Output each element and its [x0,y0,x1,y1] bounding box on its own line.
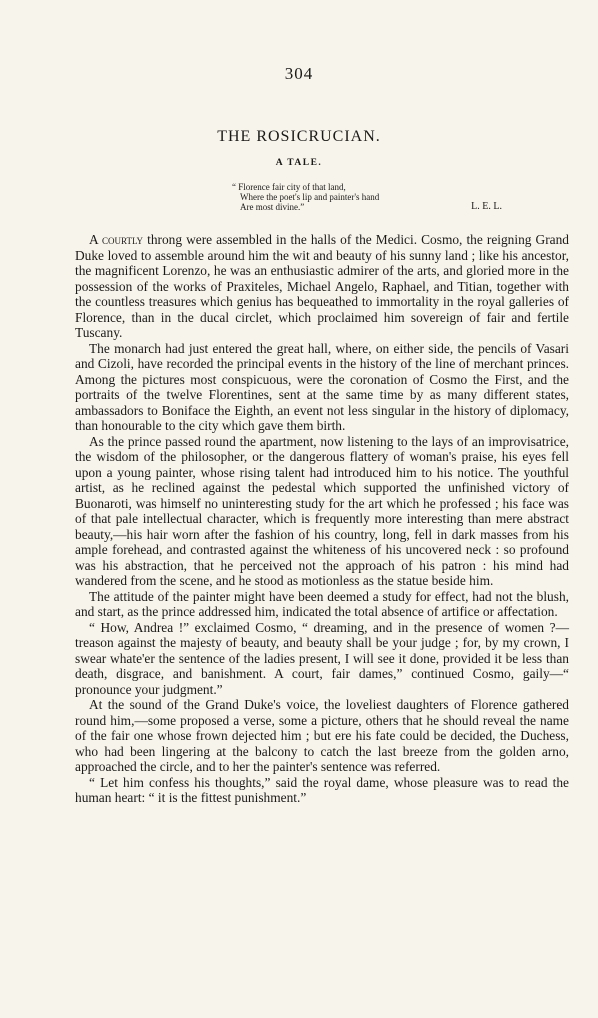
paragraph-lead: A courtly [89,232,144,247]
subtitle: A TALE. [275,158,323,168]
page-number: 304 [284,64,314,83]
epigraph-line: Where the poet's lip and painter's hand [240,192,380,202]
epigraph-line: Are most divine.” [240,202,305,212]
paragraph-text: The attitude of the painter might have been deemed a study for effect, had not the blush, and start, as the prince addressed him, indicated the total absence of artifice or affectation. [75,588,569,619]
paragraph [75,232,569,341]
paragraph-text: “ How, Andrea !” exclaimed Cosmo, “ dreaming, and in the presence of women ?—treason against the majesty of beauty, and beauty shall be your judge ; for, by my crown, I swear whate'er the sentence of the ladies present, I will see it done, provided it be less than death, disgrace, and banishment. A court, fair dames,” continued Cosmo, gaily—“ pronounce your judgment.” [75,619,569,697]
paragraph-text: “ Let him confess his thoughts,” said the royal dame, whose pleasure was to read the human heart: “ it is the fittest punishment.” [75,774,569,805]
body-text [75,232,569,806]
paragraph-text: throng were assembled in the halls of the Medici. Cosmo, the reigning Grand Duke loved to assemble around him the wit and beauty of his sunny land ; like his ancestor, the magnificent Lorenzo, he was an enthusiastic admirer of the arts, and gloried more in the possession of the works of Praxiteles, Michael Angelo, Raphael, and Titian, together with the countless treasures which genius has bequeathed to immortality in the royal galleries of Florence, than in the ducal circlet, which proclaimed him sovereign of fair and fertile Tuscany. [75,232,569,340]
paragraph [75,341,569,434]
epigraph [232,182,502,212]
page-title: THE ROSICRUCIAN. [217,128,381,145]
epigraph-line: “ Florence fair city of that land, [232,182,346,192]
paragraph-text: At the sound of the Grand Duke's voice, the loveliest daughters of Florence gathered round him,—some proposed a verse, some a picture, others that he should reveal the name of the fair one whose frown dejected him ; but ere his fate could be decided, the Duchess, who had been lingering at the balcony to catch the last breeze from the golden arno, approached the circle, and to her the painter's sentence was referred. [75,697,569,774]
paragraph-text: As the prince passed round the apartment, now listening to the lays of an improvisatrice, the wisdom of the philosopher, or the dangerous flattery of woman's praise, his eyes fell upon a young painter, whose rising talent had introduced him to his notice. The youthful artist, as he reclined against the pedestal which supported the unfinished victory of Buonaroti, was himself no uninteresting study for the art which he professed ; his face was of that pale intellectual character, which is frequently more interesting than mere abstract beauty,—his hair worn after the fashion of his country, long, fell in dark masses from his ample forehead, and contrasted against the whiteness of his uncovered neck : so profound was his abstraction, that he perceived not the approach of his patron : his mind had wandered from the scene, and he stood as motionless as the statue beside him. [75,433,569,588]
epigraph-attribution: L. E. L. [471,201,502,212]
paragraph [75,589,569,620]
paragraph [75,775,569,806]
paragraph-text: The monarch had just entered the great hall, where, on either side, the pencils of Vasari and Cizoli, have recorded the principal events in the history of the line of merchant princes. Among the pictures most conspicuous, were the coronation of Cosmo the First, and the portraits of the twelve Florentines, sent at the same time by as many different states, ambassadors to Boniface the Eighth, an event not less singular in the history of diplomacy, than honourable to the city which gave them birth. [75,340,569,433]
paragraph [75,620,569,698]
paragraph [75,434,569,589]
paragraph [75,697,569,775]
